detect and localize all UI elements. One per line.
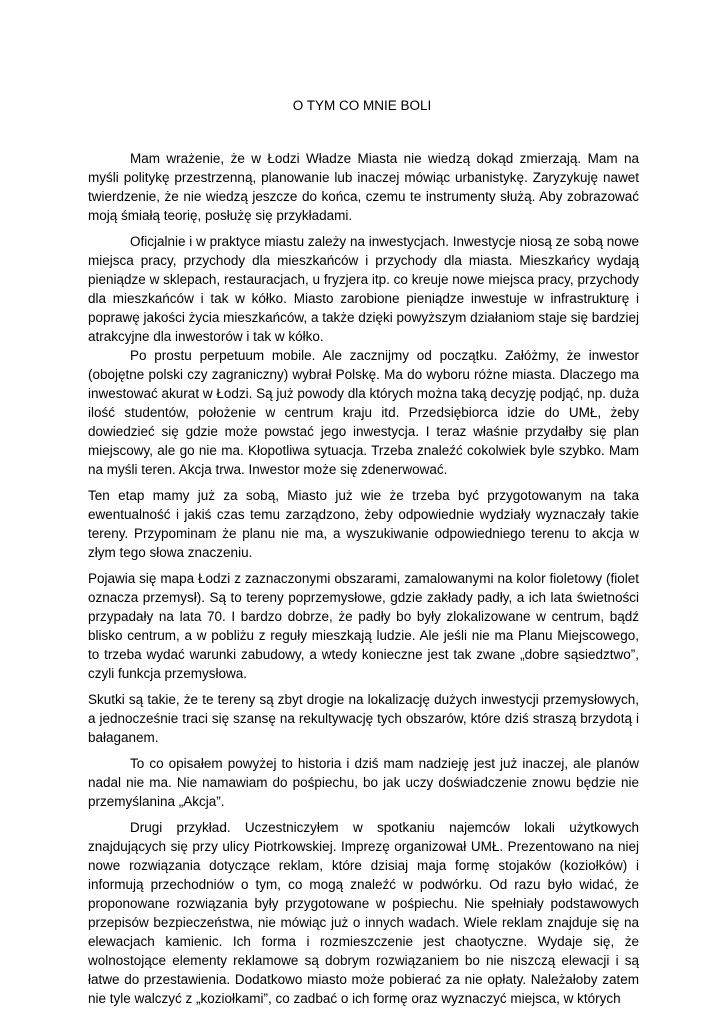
- paragraph-second-example: Drugi przykład. Uczestniczyłem w spotkaniu najemców lokali użytkowych znajdujących się przy ulicy Piotrkowskiej. Imprezę organizował UMŁ. Prezentowano na niej nowe rozwiązania dotyczące reklam, które dzisiaj maja formę stojaków (koziołków) i informują przechodniów o tym, co mogą znaleźć w podwórku. Od razu było widać, że proponowane rozwiązania były przygotowane w pośpiechu. Nie spełniały podstawowych przepisów bezpieczeństwa, nie mówiąc już o innych wadach. Wiele reklam znajduje się na elewacjach kamienic. Ich forma i rozmieszczenie jest chaotyczne. Wydaje się, że wolnostojące elementy reklamowe są dobrym rozwiązaniem bo nie niszczą elewacji i są łatwe do przestawienia. Dodatkowo miasto może pobierać za nie opłaty. Należałoby zatem nie tyle walczyć z „koziołkami”, co zadbać o ich formę oraz wyznaczyć miejsca, w których: [88, 820, 639, 1006]
- paragraph-investments: Oficjalnie i w praktyce miastu zależy na inwestycjach. Inwestycje niosą ze sobą nowe miejsca pracy, przychody dla mieszkańców i przychody dla miasta. Mieszkańcy wydają pieniądze w sklepach, restauracjach, u fryzjera itp. co kreuje nowe miejsca pracy, przychody dla mieszkańców i tak w kółko. Miasto zarobione pieniądze inwestuje w infrastrukturę i poprawę jakości życia mieszkańców, a także dzięki powyższym działaniom staje się bardziej atrakcyjne dla inwestorów i tak w kółko.: [88, 234, 639, 344]
- paragraph-map: Pojawia się mapa Łodzi z zaznaczonymi obszarami, zamalowanymi na kolor fioletowy (fiolet oznacza przemysł). Są to tereny poprzemysłowe, gdzie zakłady padły, a ich lata świetności przypadały na lata 70. I bardzo dobrze, że padły bo były zlokalizowane w centrum, bądź blisko centrum, a w pobliżu z reguły mieszkają ludzie. Ale jeśli nie ma Planu Miejscowego, to trzeba wydać warunki zabudowy, a wtedy konieczne jest tak zwane „dobre sąsiedztwo”, czyli funkcja przemysłowa.: [88, 571, 639, 681]
- paragraph-effects: Skutki są takie, że te tereny są zbyt drogie na lokalizację dużych inwestycji przemysłowych, a jednocześnie traci się szansę na rekultywację tych obszarów, które dziś straszą brzydotą i bałaganem.: [88, 692, 639, 745]
- page-title: O TYM CO MNIE BOLI: [292, 98, 432, 113]
- document-body: [88, 149, 639, 1015]
- paragraph-history: To co opisałem powyżej to historia i dziś mam nadzieję jest już inaczej, ale planów nadal nie ma. Nie namawiam do pośpiechu, bo jak uczy doświadczenie znowu będzie nie przemyślanina „Akcja”.: [88, 756, 639, 809]
- paragraph-perpetuum-mobile: Po prostu perpetuum mobile. Ale zacznijmy od początku. Załóżmy, że inwestor (obojętne polski czy zagraniczny) wybrał Polskę. Ma do wyboru różne miasta. Dlaczego ma inwestować akurat w Łodzi. Są już powody dla których można taką decyzję podjąć, np. duża ilość studentów, położenie w centrum kraju itd. Przedsiębiorca idzie do UMŁ, żeby dowiedzieć się gdzie może powstać jego inwestycja. I teraz właśnie przydałby się plan miejscowy, ale go nie ma. Kłopotliwa sytuacja. Trzeba znaleźć cokolwiek byle szybko. Mam na myśli teren. Akcja trwa. Inwestor może się zdenerwować.: [88, 348, 639, 477]
- paragraph-stage: Ten etap mamy już za sobą, Miasto już wie że trzeba być przygotowanym na taka ewentualność i jakiś czas temu zarządzono, żeby odpowiednie wydziały wyznaczały takie tereny. Przypominam że planu nie ma, a wyszukiwanie odpowiedniego terenu to akcja w złym tego słowa znaczeniu.: [88, 488, 639, 560]
- paragraph-intro: Mam wrażenie, że w Łodzi Władze Miasta nie wiedzą dokąd zmierzają. Mam na myśli politykę przestrzenną, planowanie lub inaczej mówiąc urbanistykę. Zaryzykuję nawet twierdzenie, że nie wiedzą jeszcze do końca, czemu te instrumenty służą. Aby zobrazować moją śmiałą teorię, posłużę się przykładami.: [88, 151, 639, 223]
